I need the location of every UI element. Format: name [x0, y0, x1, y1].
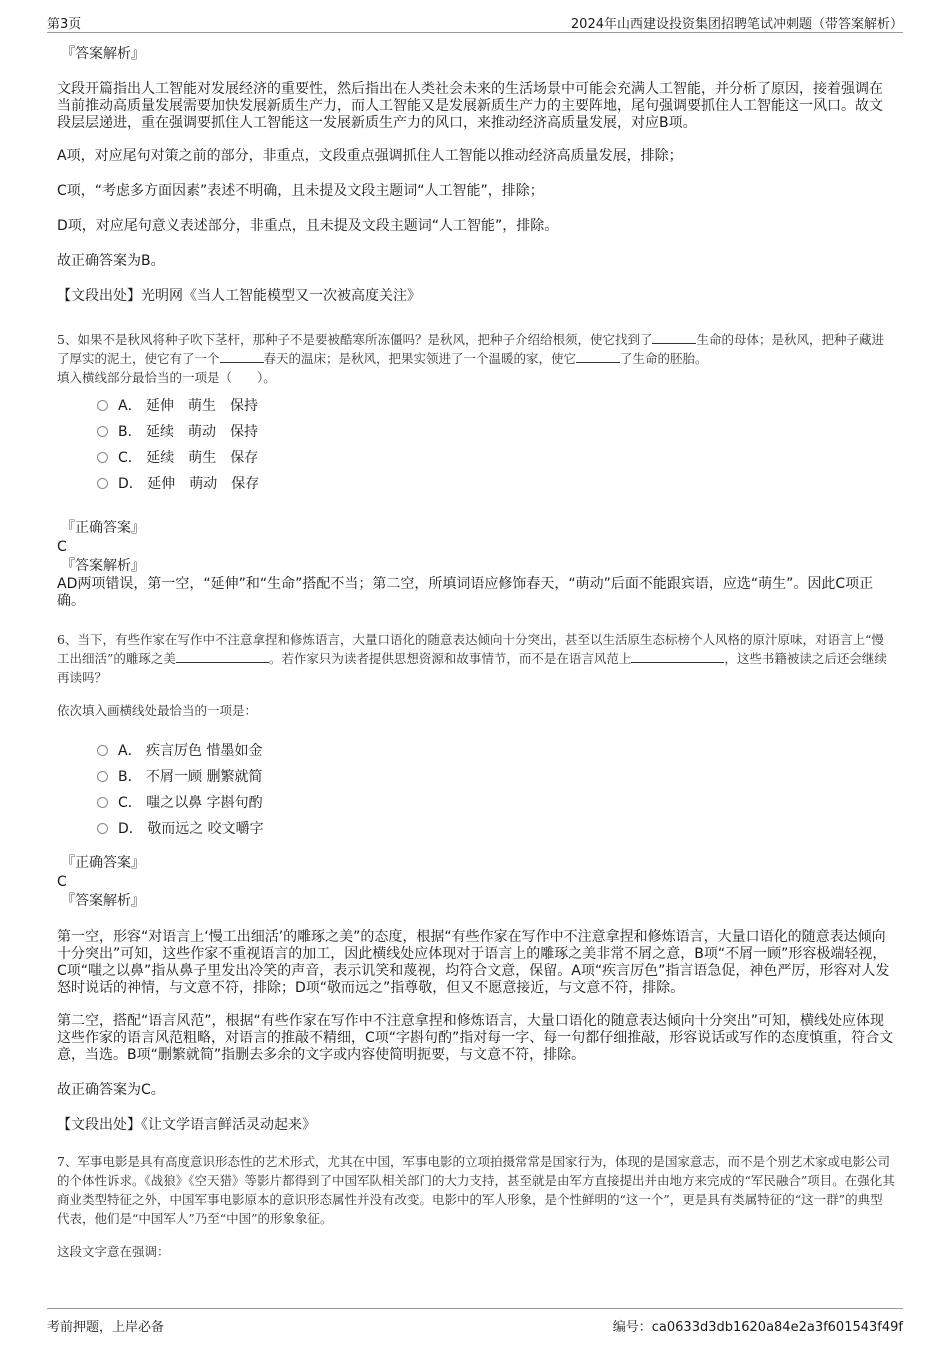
q6-stem: 6、当下，有些作家在写作中不注意拿捏和修炼语言，大量口语化的随意表达倾向十分突出，甚至以生活原生态标榜个人风格的原汁原味，对语言上“慢工出细活”的雕琢之美 。若作家只为读者提供思想资源和故事情节，而不是在语言风范上 ，这些书籍被读之后还会继续再读吗？	[57, 632, 887, 685]
q6-correct-answer: C	[57, 874, 67, 890]
q4-conclusion: 故正确答案为B。	[57, 253, 165, 269]
radio-icon[interactable]	[97, 823, 108, 834]
q6-options	[57, 738, 895, 842]
q4-source: 【文段出处】光明网《当人工智能模型又一次被高度关注》	[57, 288, 421, 304]
radio-icon[interactable]	[97, 745, 108, 756]
q4-analysis-option-a: A项，对应尾句对策之前的部分，非重点，文段重点强调抓住人工智能以推动经济高质量发展，排除；	[57, 148, 683, 164]
footer-slogan: 考前押题，上岸必备	[47, 1320, 165, 1335]
q4-analysis-para: 文段开篇指出人工智能对发展经济的重要性，然后指出在人类社会未来的生活场景中可能会充满人工智能，并分析了原因，接着强调在当前推动高质量发展需要加快发展新质生产力，而人工智能又是发展新质生产力的主要阵地，尾句强调要抓住人工智能这一风口。故文段层层递进，重在强调要抓住人工智能这一发展新质生产力的风口，来推动经济高质量发展，对应B项。	[57, 81, 883, 131]
page-content	[57, 46, 895, 1261]
q5-options	[57, 393, 895, 497]
radio-icon[interactable]	[97, 797, 108, 808]
q5-stem: 5、如果不是秋风将种子吹下茎杆，那种子不是要被酷寒所冻僵吗？是秋风，把种子介绍给根须，使它找到了 生命的母体；是秋风，把种子藏进了厚实的泥土，使它有了一个 春天的温床；是秋风，把果实领进了一个温暖的家，使它 了生命的胚胎。	[57, 332, 884, 366]
q5-blank-3	[576, 350, 620, 363]
q5-analysis-label: 『答案解析』	[61, 558, 145, 574]
q5-option-d[interactable]: D． 延伸 萌动 保存	[97, 471, 895, 497]
q5-option-b[interactable]: B． 延续 萌动 保持	[97, 419, 895, 445]
q6-option-c[interactable]: C． 嗤之以鼻 字斟句酌	[97, 790, 895, 816]
page-number: 第3页	[47, 17, 82, 32]
q5-correct-answer: C	[57, 539, 67, 555]
q5-option-a[interactable]: A． 延伸 萌生 保持	[97, 393, 895, 419]
q6-analysis-label: 『答案解析』	[61, 893, 145, 909]
q6-analysis-para-1: 第一空，形容“对语言上‘慢工出细活’的雕琢之美”的态度，根据“有些作家在写作中不注意拿捏和修炼语言，大量口语化的随意表达倾向十分突出”可知，这些作家不重视语言的加工，因此横线处应体现对于语言上的雕琢之美非常不屑之意，B项“不屑一顾”形容极端轻视，C项“嗤之以鼻”指从鼻子里发出冷笑的声音，表示讥笑和蔑视，均符合文意，保留。A项“疾言厉色”指言语急促，神色严厉，形容对人发怒时说话的神情，与文意不符，排除；D项“敬而远之”指尊敬，但又不愿意接近，与文意不符，排除。	[57, 929, 890, 996]
radio-icon[interactable]	[97, 452, 108, 463]
q6-correct-label: 『正确答案』	[61, 855, 145, 871]
q6-prompt: 依次填入画横线处最恰当的一项是：	[57, 703, 258, 718]
q5-correct-label: 『正确答案』	[61, 520, 145, 536]
page-footer	[47, 1308, 903, 1339]
q5-option-c[interactable]: C． 延续 萌生 保存	[97, 445, 895, 471]
q6-option-b[interactable]: B． 不屑一顾 删繁就简	[97, 764, 895, 790]
q6-option-a[interactable]: A． 疾言厉色 惜墨如金	[97, 738, 895, 764]
page-header	[47, 10, 903, 33]
q5-analysis: AD两项错误，第一空，“延伸”和“生命”搭配不当；第二空，所填词语应修饰春天，“萌动”后面不能跟宾语，应选“萌生”。因此C项正确。	[57, 576, 874, 609]
radio-icon[interactable]	[97, 400, 108, 411]
q5-prompt: 填入横线部分最恰当的一项是（ ）。	[57, 370, 276, 385]
q5-blank-1	[652, 331, 696, 344]
q7-prompt: 这段文字意在强调：	[57, 1244, 170, 1259]
radio-icon[interactable]	[97, 771, 108, 782]
q5-blank-2	[220, 350, 264, 363]
document-serial-number: 编号：ca0633d3db1620a84e2a3f601543f49f	[612, 1320, 903, 1335]
q6-analysis-para-2: 第二空，搭配“语言风范”，根据“有些作家在写作中不注意拿捏和修炼语言，大量口语化的随意表达倾向十分突出”可知，横线处应体现这些作家的语言风范粗略，对语言的推敲不精细，C项“字斟句酌”指对每一字、每一句都仔细推敲，形容说话或写作的态度慎重，符合文意，当选。B项“删繁就简”指删去多余的文字或内容使简明扼要，与文意不符，排除。	[57, 1013, 894, 1063]
q7-stem: 7、军事电影是具有高度意识形态性的艺术形式，尤其在中国，军事电影的立项拍摄常常是国家行为，体现的是国家意志，而不是个别艺术家或电影公司的个体性诉求。《战狼》《空天猎》等影片都得到了中国军队相关部门的大力支持，甚至就是由军方直接提出并由地方来完成的“军民融合”项目。在强化其商业类型特征之外，中国军事电影原本的意识形态属性并没有改变。电影中的军人形象，是个性鲜明的“这一个”，更是具有类属特征的“这一群”的典型代表，他们是“中国军人”乃至“中国”的形象象征。	[57, 1154, 895, 1226]
q6-option-d[interactable]: D． 敬而远之 咬文嚼字	[97, 816, 895, 842]
document-title: 2024年山西建设投资集团招聘笔试冲刺题（带答案解析）	[570, 17, 903, 32]
q4-analysis-label: 『答案解析』	[61, 46, 145, 62]
radio-icon[interactable]	[97, 426, 108, 437]
radio-icon[interactable]	[97, 478, 108, 489]
q6-blank-2	[631, 650, 724, 663]
q6-source: 【文段出处】《让文学语言鲜活灵动起来》	[57, 1117, 316, 1133]
q4-analysis-option-c: C项，“考虑多方面因素”表述不明确，且未提及文段主题词“人工智能”，排除；	[57, 183, 544, 199]
q6-blank-1	[176, 650, 269, 663]
q6-conclusion: 故正确答案为C。	[57, 1082, 165, 1098]
q4-analysis-option-d: D项，对应尾句意义表述部分，非重点，且未提及文段主题词“人工智能”，排除。	[57, 218, 559, 234]
